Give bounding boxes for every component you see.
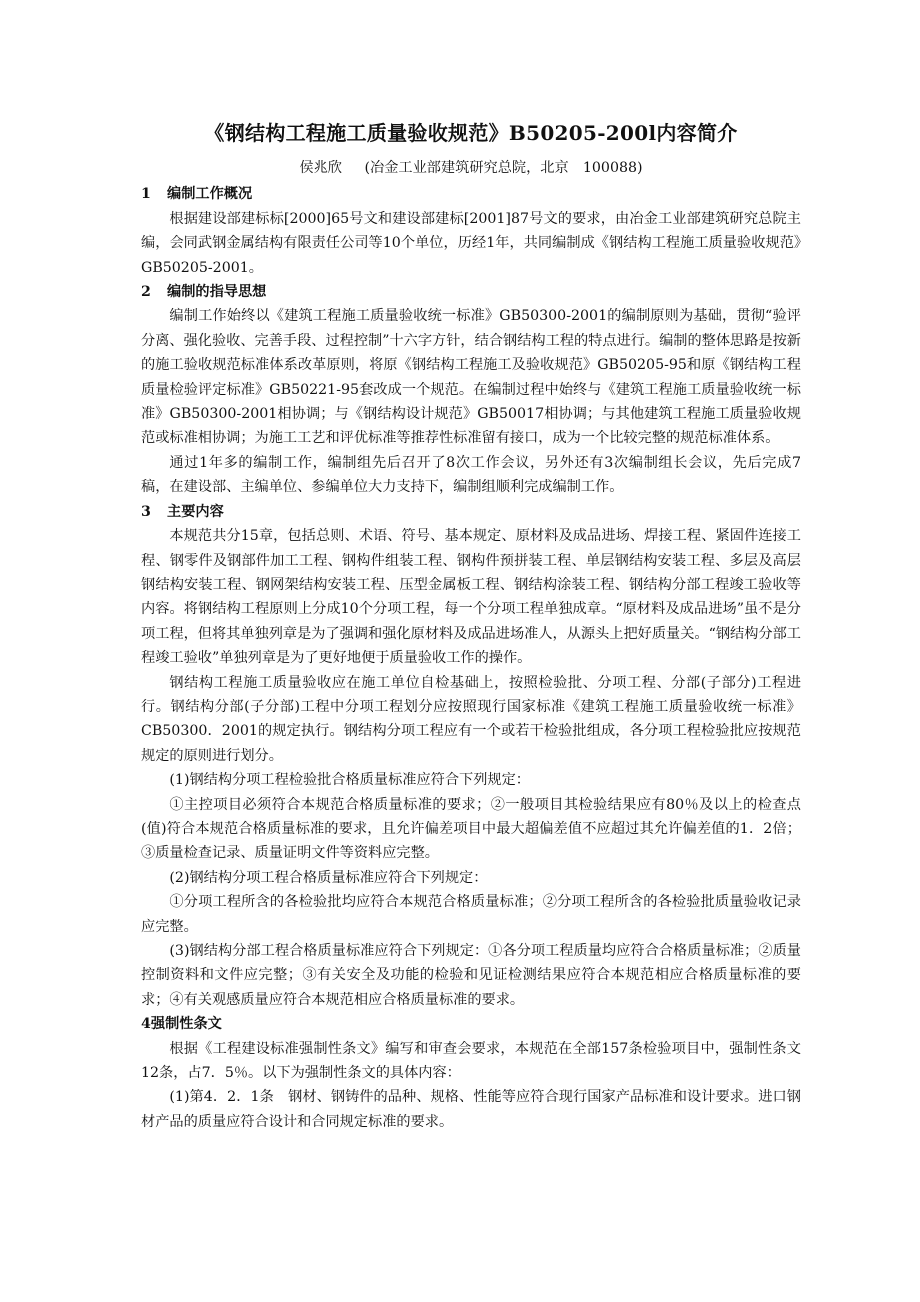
- author-line: [141, 156, 801, 180]
- author-affiliation: (冶金工业部建筑研究总院，北京 100088): [364, 160, 643, 176]
- document-page: [141, 118, 801, 1134]
- paragraph: 编制工作始终以《建筑工程施工质量验收统一标准》GB50300-2001的编制原则为基础，贯彻“验评分离、强化验收、完善手段、过程控制”十六字方针，结合钢结构工程的特点进行。编制的整体思路是按新的施工验收规范标准体系改革原则，将原《钢结构工程施工及验收规范》GB50205-95和原《钢结构工程质量检验评定标准》GB50221-95套改成一个规范。在编制过程中始终与《建筑工程施工质量验收统一标准》GB50300-2001相协调；与《钢结构设计规范》GB50017相协调；与其他建筑工程施工质量验收规范或标准相协调；为施工工艺和评优标准等推荐性标准留有接口，成为一个比较完整的规范标准体系。: [141, 308, 801, 447]
- section-title: 主要内容: [167, 503, 224, 520]
- section-title: 编制的指导思想: [167, 284, 267, 301]
- paragraph: 钢结构工程施工质量验收应在施工单位自检基础上，按照检验批、分项工程、分部(子部分)工程进行。钢结构分部(子分部)工程中分项工程划分应按照现行国家标准《建筑工程施工质量验收统一标准》CB50300．2001的规定执行。钢结构分项工程应有一个或若干检验批组成，各分项工程检验批应按规范规定的原则进行划分。: [141, 674, 801, 764]
- paragraph: 本规范共分15章，包括总则、术语、符号、基本规定、原材料及成品进场、焊接工程、紧固件连接工程、钢零件及钢部件加工工程、钢构件组装工程、钢构件预拼装工程、单层钢结构安装工程、多层及高层钢结构安装工程、钢网架结构安装工程、压型金属板工程、钢结构涂装工程、钢结构分部工程竣工验收等内容。将钢结构工程原则上分成10个分项工程，每一个分项工程单独成章。“原材料及成品进场”虽不是分项工程，但将其单独列章是为了强调和强化原材料及成品进场准人，从源头上把好质量关。“钢结构分部工程竣工验收”单独列章是为了更好地便于质量验收工作的操作。: [141, 528, 801, 667]
- section-heading: [141, 280, 801, 304]
- section-number: 3: [141, 503, 151, 520]
- section-heading: [141, 500, 801, 524]
- section-number: 1: [141, 186, 151, 203]
- section-heading: [141, 182, 801, 206]
- section-title: 强制性条文: [150, 1016, 222, 1033]
- list-item: ①主控项目必须符合本规范合格质量标准的要求；②一般项目其检验结果应有80％及以上的检查点(值)符合本规范合格质量标准的要求，且允许偏差项目中最大超偏差值不应超过其允许偏差值的1．2倍；③质量检查记录、质量证明文件等资料应完整。: [141, 796, 801, 862]
- paragraph: 根据《工程建设标准强制性条文》编写和审查会要求，本规范在全部157条检验项目中，强制性条文12条，占7．5％。以下为强制性条文的具体内容：: [141, 1040, 801, 1082]
- list-item: ①分项工程所含的各检验批均应符合本规范合格质量标准；②分项工程所含的各检验批质量验收记录应完整。: [141, 894, 801, 935]
- author-name: 侯兆欣: [299, 160, 342, 176]
- list-item: (2)钢结构分项工程合格质量标准应符合下列规定：: [169, 869, 488, 886]
- section-number: 2: [141, 284, 151, 301]
- list-item: (3)钢结构分部工程合格质量标准应符合下列规定：①各分项工程质量均应符合合格质量标准；②质量控制资料和文件应完整；③有关安全及功能的检验和见证检测结果应符合本规范相应合格质量标准的要求；④有关观感质量应符合本规范相应合格质量标准的要求。: [141, 943, 801, 1008]
- section-number: 4: [141, 1016, 151, 1033]
- paragraph: 根据建设部建标标[2000]65号文和建设部建标[2001]87号文的要求，由冶金工业部建筑研究总院主编，会同武钢金属结构有限责任公司等10个单位，历经1年，共同编制成《钢结构工程施工质量验收规范》GB50205-2001。: [141, 210, 801, 276]
- section-title: 编制工作概况: [167, 186, 253, 203]
- list-item: (1)钢结构分项工程检验批合格质量标准应符合下列规定：: [169, 772, 530, 789]
- section-heading: [141, 1012, 801, 1036]
- list-item: (1)第4．2．1条 钢材、钢铸件的品种、规格、性能等应符合现行国家产品标准和设计要求。进口钢材产品的质量应符合设计和合同规定标准的要求。: [141, 1089, 801, 1130]
- document-title: 《钢结构工程施工质量验收规范》B50205-200l内容简介: [204, 121, 738, 145]
- paragraph: 通过1年多的编制工作，编制组先后召开了8次工作会议，另外还有3次编制组长会议，先后完成7稿，在建设部、主编单位、参编单位大力支持下，编制组顺利完成编制工作。: [141, 454, 801, 496]
